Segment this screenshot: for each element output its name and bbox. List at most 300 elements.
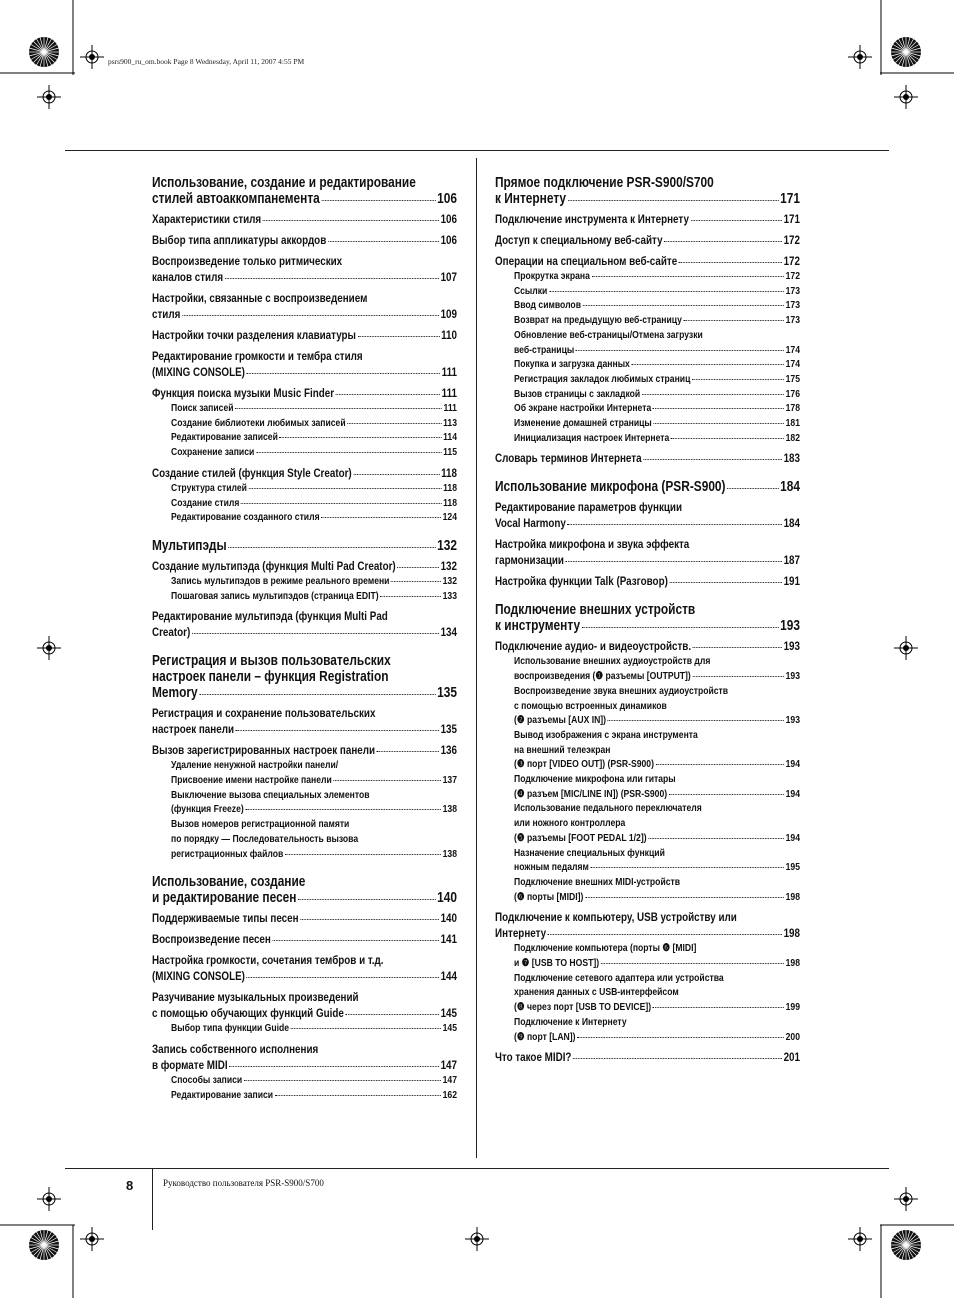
toc-entry-line (152, 653, 457, 669)
toc-entry (152, 270, 457, 284)
toc-entry-title: Подключение сетевого адаптера или устройства (514, 971, 724, 984)
toc-entry (514, 344, 800, 356)
toc-entry-title: Ввод символов (514, 299, 581, 312)
toc-entry-title: Создание стиля (171, 496, 240, 509)
toc-entry-title: Использование, создание и редактирование (152, 175, 416, 191)
toc-entry-title: Воспроизведение только ритмических (152, 254, 343, 268)
toc-page-number: 171 (780, 191, 800, 207)
toc-entry-line (495, 500, 800, 514)
dot-leader (199, 694, 435, 695)
toc-entry (514, 270, 800, 282)
toc-entry (171, 511, 457, 523)
toc-entry-title: Настройка функции Talk (Разговор) (495, 574, 668, 589)
toc-entry-title: Использование педального переключателя (514, 802, 702, 815)
dot-leader (275, 1095, 441, 1096)
toc-entry-title: ножным педалям (514, 861, 589, 874)
toc-entry (514, 714, 800, 726)
sunburst-mark (29, 1230, 59, 1260)
toc-page-number: 172 (783, 254, 800, 268)
dot-leader (228, 547, 435, 548)
dot-leader (653, 423, 784, 424)
crosshair-mark (80, 45, 104, 69)
toc-page-number: 194 (785, 758, 800, 771)
toc-page-number: 132 (437, 537, 457, 554)
toc-entry (171, 497, 457, 509)
dot-leader (692, 676, 784, 677)
dot-leader (247, 977, 439, 978)
toc-page-number: 162 (442, 1088, 457, 1101)
toc-entry-title: Memory (152, 685, 198, 702)
toc-entry-title: Использование, создание (152, 874, 306, 891)
toc-entry-line (495, 175, 800, 191)
toc-entry-title: и редактирование песен (152, 890, 297, 907)
toc-entry (171, 446, 457, 458)
toc-entry (514, 388, 800, 400)
toc-entry (514, 402, 800, 414)
toc-entry (514, 299, 800, 311)
toc-page-number: 118 (441, 465, 457, 480)
toc-entry (152, 559, 457, 573)
toc-entry (171, 774, 457, 786)
toc-entry-title: Подключение микрофона или гитары (514, 773, 676, 785)
toc-page-number: 111 (443, 402, 457, 414)
toc-entry (171, 848, 457, 860)
toc-entry (171, 417, 457, 429)
toc-entry (152, 466, 457, 480)
toc-entry (152, 932, 457, 946)
toc-entry (514, 832, 800, 844)
footer-divider (152, 1168, 153, 1230)
toc-entry-title: Вызов страницы с закладкой (514, 387, 641, 400)
toc-entry-line (152, 254, 457, 268)
dot-leader (671, 438, 784, 439)
toc-page-number: 106 (437, 191, 457, 207)
dot-leader (679, 262, 782, 263)
toc-entry-title: Редактирование параметров функции (495, 500, 683, 515)
toc-entry (152, 911, 457, 925)
dot-leader (236, 730, 439, 731)
toc-entry (171, 482, 457, 494)
dot-leader (192, 633, 439, 634)
toc-entry-line (152, 1042, 457, 1056)
dot-leader (548, 934, 782, 935)
toc-page-number: 111 (441, 365, 457, 379)
toc-page-number: 114 (443, 431, 457, 444)
toc-page-number: 113 (443, 416, 457, 429)
toc-page-number: 144 (440, 969, 457, 984)
crosshair-mark (465, 1227, 489, 1251)
toc-entry-title: веб-страницы (514, 343, 575, 356)
dot-leader (244, 1080, 441, 1081)
toc-entry-line (171, 818, 457, 830)
toc-page-number: 173 (785, 284, 800, 297)
toc-entry-title: Создание библиотеки любимых записей (171, 416, 346, 429)
toc-entry (171, 431, 457, 443)
dot-leader (377, 751, 439, 752)
toc-entry-title: Запись собственного исполнения (152, 1041, 319, 1056)
dot-leader (347, 423, 441, 424)
dot-leader (391, 581, 441, 582)
toc-entry-title: Редактирование записи (171, 1088, 274, 1101)
dot-leader (653, 1007, 784, 1008)
toc-entry-title: Редактирование мультипэда (функция Multi Pad (152, 609, 388, 624)
toc-page-number: 141 (440, 932, 457, 947)
toc-entry-line (495, 910, 800, 924)
toc-entry (152, 1006, 457, 1020)
toc-entry-title: Регистрация закладок любимых страниц (514, 372, 691, 385)
dot-leader (321, 517, 441, 518)
toc-entry-title: Создание стилей (функция Style Creator) (152, 465, 352, 480)
toc-entry (514, 861, 800, 873)
toc-page-number: 132 (440, 558, 457, 573)
toc-entry-title: Назначение специальных функций (514, 846, 665, 859)
toc-entry-title: Выбор типа аппликатуры аккордов (152, 233, 327, 247)
toc-entry-title: Вызов номеров регистрационной памяти (171, 818, 350, 831)
toc-page-number: 115 (443, 446, 457, 459)
toc-entry-title: Способы записи (171, 1073, 243, 1086)
dot-leader (235, 408, 442, 409)
toc-entry-line (171, 759, 457, 771)
sunburst-mark (891, 37, 921, 67)
toc-entry (152, 233, 457, 247)
dot-leader (245, 809, 441, 810)
toc-entry (495, 926, 800, 940)
toc-page-number: 134 (440, 625, 457, 640)
toc-page-number: 173 (785, 299, 800, 312)
toc-entry (495, 451, 800, 465)
toc-entry-title: Изменение домашней страницы (514, 417, 652, 429)
toc-entry (152, 743, 457, 757)
dot-leader (380, 596, 441, 597)
toc-entry (514, 1031, 800, 1043)
dot-leader (397, 567, 439, 568)
toc-entry-title: Мультипэды (152, 537, 227, 554)
toc-entry-title: к Интернету (495, 191, 567, 207)
toc-entry (171, 1089, 457, 1101)
dot-leader (693, 647, 782, 648)
dot-leader (300, 919, 439, 920)
toc-entry-title: Об экране настройки Интернета (514, 402, 652, 415)
toc-entry (514, 314, 800, 326)
toc-entry (495, 233, 800, 247)
toc-entry-line (514, 986, 800, 998)
dot-leader (664, 241, 782, 242)
toc-entry (514, 957, 800, 969)
toc-entry-title: (функция Freeze) (171, 803, 244, 816)
toc-entry-title: Создание мультипэда (функция Multi Pad Creator) (152, 558, 396, 573)
dot-leader (643, 459, 782, 460)
toc-page-number: 198 (783, 926, 800, 941)
dot-leader (272, 940, 438, 941)
toc-entry (514, 432, 800, 444)
dot-leader (577, 1037, 784, 1038)
toc-entry-title: регистрационных файлов (171, 847, 284, 860)
toc-page-number: 135 (440, 722, 457, 737)
dot-leader (291, 1028, 441, 1029)
dot-leader (249, 488, 442, 489)
toc-page-number: 110 (441, 328, 457, 342)
toc-entry-line (514, 876, 800, 888)
toc-page-number: 132 (442, 574, 457, 587)
top-rule (65, 150, 889, 151)
toc-entry (171, 803, 457, 815)
toc-page-number: 118 (443, 496, 457, 509)
toc-entry-line (514, 729, 800, 741)
toc-entry-title: Удаление ненужной настройки панели/ (171, 759, 339, 772)
toc-entry-title: Вывод изображения с экрана инструмента (514, 728, 698, 741)
footer-rule (65, 1168, 889, 1169)
toc-entry-title: Редактирование громкости и тембра стиля (152, 349, 363, 363)
toc-entry-title: каналов стиля (152, 270, 224, 284)
toc-page-number: 106 (440, 212, 457, 226)
toc-page-number: 183 (783, 451, 800, 466)
toc-entry (495, 254, 800, 268)
toc-entry-title: настроек панели (152, 722, 234, 737)
toc-entry (495, 639, 800, 653)
toc-entry-title: Инициализация настроек Интернета (514, 431, 670, 444)
dot-leader (321, 200, 435, 201)
toc-entry-title: Поддерживаемые типы песен (152, 911, 299, 926)
toc-entry-line (514, 685, 800, 697)
toc-entry (495, 516, 800, 530)
crosshair-mark (80, 1227, 104, 1251)
dot-leader (280, 437, 442, 438)
toc-entry-title: Регистрация и сохранение пользовательских (152, 706, 376, 721)
toc-entry-title: Характеристики стиля (152, 212, 262, 226)
toc-entry (152, 969, 457, 983)
toc-page-number: 118 (443, 481, 457, 494)
toc-entry-title: Выключение вызова специальных элементов (171, 788, 370, 801)
toc-entry-title: (❷ разъемы [AUX IN]) (514, 714, 607, 727)
toc-entry-title: (❸ порт [VIDEO OUT]) (PSR-S900) (514, 758, 654, 771)
toc-entry (152, 625, 457, 639)
dot-leader (229, 1066, 439, 1067)
toc-page-number: 137 (442, 774, 457, 786)
toc-entry (152, 685, 457, 701)
dot-leader (727, 488, 778, 489)
toc-entry (495, 212, 800, 226)
toc-entry-title: Настройки, связанные с воспроизведением (152, 291, 368, 305)
dot-leader (285, 854, 441, 855)
toc-entry-title: Подключение компьютера (порты ❻ [MIDI] (514, 942, 697, 955)
toc-entry-title: Что такое MIDI? (495, 1050, 572, 1065)
toc-entry-title: Вызов зарегистрированных настроек панели (152, 743, 376, 758)
toc-entry (152, 191, 457, 207)
toc-entry-title: Прокрутка экрана (514, 270, 590, 282)
toc-entry (514, 788, 800, 800)
dot-leader (670, 582, 782, 583)
toc-entry-title: Разучивание музыкальных произведений (152, 990, 359, 1005)
toc-entry-title: (MIXING CONSOLE) (152, 365, 245, 379)
toc-page-number: 193 (785, 670, 800, 683)
toc-entry (152, 1058, 457, 1072)
toc-entry-line (514, 847, 800, 859)
toc-page-number: 106 (440, 233, 457, 247)
toc-page-number: 184 (783, 516, 800, 531)
toc-entry (514, 1001, 800, 1013)
toc-page-number: 194 (785, 831, 800, 844)
toc-page-number: 135 (437, 685, 457, 702)
toc-page-number: 187 (783, 553, 800, 568)
toc-page-number: 136 (440, 743, 457, 758)
toc-entry (152, 212, 457, 226)
dot-leader (358, 336, 440, 337)
toc-entry-title: Настройка громкости, сочетания тембров и т.д. (152, 953, 384, 968)
toc-entry-line (514, 817, 800, 829)
toc-entry-title: Ссылки (514, 284, 548, 297)
toc-entry-title: стиля (152, 307, 181, 321)
toc-entry-title: Использование микрофона (PSR-S900) (495, 479, 726, 496)
dot-leader (225, 278, 439, 279)
dot-leader (568, 524, 782, 525)
toc-entry-title: к инструменту (495, 618, 581, 635)
dot-leader (566, 561, 782, 562)
toc-page-number: 145 (442, 1022, 457, 1035)
toc-entry-title: по порядку — Последовательность вызова (171, 832, 359, 845)
crosshair-mark (894, 1187, 918, 1211)
toc-entry (171, 590, 457, 602)
toc-page-number: 133 (442, 589, 457, 602)
toc-page-number: 194 (785, 787, 800, 800)
dot-leader (583, 305, 784, 306)
dot-leader (345, 1014, 438, 1015)
toc-entry (171, 575, 457, 587)
toc-entry-title: Использование внешних аудиоустройств для (514, 655, 711, 668)
toc-entry-title: Возврат на предыдущую веб-страницу (514, 314, 682, 327)
toc-page-number: 109 (440, 307, 457, 321)
toc-page-number: 195 (785, 861, 800, 874)
toc-entry (514, 358, 800, 370)
toc-entry-line (152, 706, 457, 720)
toc-entry (171, 1022, 457, 1034)
toc-entry-title: с помощью обучающих функций Guide (152, 1006, 344, 1021)
toc-entry-line (514, 700, 800, 712)
dot-leader (669, 794, 784, 795)
toc-entry-line (152, 349, 457, 363)
toc-page-number: 193 (783, 639, 800, 654)
toc-page-number: 145 (440, 1006, 457, 1021)
toc-page-number: 140 (437, 890, 457, 907)
dot-leader (576, 350, 784, 351)
toc-entry-title: хранения данных с USB-интерфейсом (514, 986, 679, 999)
toc-entry-title: Подключение к Интернету (514, 1015, 627, 1028)
crosshair-mark (848, 45, 872, 69)
toc-entry (514, 891, 800, 903)
dot-leader (631, 364, 783, 365)
crosshair-mark (894, 85, 918, 109)
toc-entry-line (495, 537, 800, 551)
toc-page-number: 182 (785, 431, 800, 444)
toc-page-number: 138 (442, 847, 457, 860)
toc-entry-title: Редактирование созданного стиля (171, 511, 320, 524)
toc-entry-line (514, 942, 800, 954)
toc-entry (152, 328, 457, 342)
toc-entry-title: на внешний телеэкран (514, 743, 611, 756)
toc-entry-line (152, 175, 457, 191)
crosshair-mark (37, 1187, 61, 1211)
toc-entry-title: Подключение внешних MIDI-устройств (514, 875, 681, 888)
toc-entry-title: Выбор типа функции Guide (171, 1022, 290, 1035)
toc-entry-line (152, 874, 457, 890)
dot-leader (585, 897, 784, 898)
toc-entry (495, 479, 800, 495)
crosshair-mark (37, 85, 61, 109)
toc-entry-title: Интернету (495, 926, 547, 941)
toc-entry-title: Воспроизведение песен (152, 932, 271, 947)
toc-entry (514, 758, 800, 770)
sunburst-mark (29, 37, 59, 67)
toc-entry-title: Регистрация и вызов пользовательских (152, 653, 391, 670)
crosshair-mark (894, 636, 918, 660)
dot-leader (692, 379, 784, 380)
toc-entry-title: Подключение инструмента к Интернету (495, 212, 689, 226)
toc-page-number: 147 (442, 1073, 457, 1086)
toc-entry-line (171, 833, 457, 845)
toc-entry (514, 670, 800, 682)
toc-entry-line (514, 655, 800, 667)
dot-leader (336, 394, 440, 395)
dot-leader (568, 200, 779, 201)
crosshair-mark (37, 636, 61, 660)
toc-page-number: 107 (440, 270, 457, 284)
dot-leader (608, 720, 784, 721)
toc-entry (152, 538, 457, 554)
toc-page-number: 200 (785, 1030, 800, 1043)
toc-entry-title: (MIXING CONSOLE) (152, 969, 245, 984)
toc-page-number: 171 (783, 212, 800, 226)
toc-page-number: 198 (785, 890, 800, 903)
toc-entry-title: Creator) (152, 625, 191, 640)
toc-page-number: 138 (442, 803, 457, 816)
toc-entry-title: Операции на специальном веб-сайте (495, 254, 678, 268)
dot-leader (549, 291, 784, 292)
toc-entry-line (495, 602, 800, 618)
toc-entry-title: Функция поиска музыки Music Finder (152, 386, 335, 400)
dot-leader (591, 867, 784, 868)
toc-entry-line (514, 329, 800, 341)
toc-entry (171, 402, 457, 414)
toc-entry-title: Структура стилей (171, 481, 247, 494)
toc-entry-line (152, 990, 457, 1004)
toc-page-number: 174 (785, 343, 800, 356)
toc-entry-title: стилей автоаккомпанемента (152, 191, 320, 207)
dot-leader (298, 899, 435, 900)
toc-entry (514, 417, 800, 429)
toc-entry-title: (❻ порты [MIDI]) (514, 890, 584, 903)
dot-leader (256, 452, 442, 453)
toc-entry-line (152, 291, 457, 305)
dot-leader (182, 315, 439, 316)
toc-entry-title: Доступ к специальному веб-сайту (495, 233, 663, 247)
toc-entry (495, 191, 800, 207)
toc-entry-title: (❽ через порт [USB TO DEVICE]) (514, 1001, 652, 1014)
page-number: 8 (126, 1178, 134, 1193)
toc-page-number: 193 (785, 714, 800, 727)
toc-entry (152, 365, 457, 379)
column-divider (476, 158, 477, 1158)
dot-leader (684, 320, 784, 321)
toc-entry-title: в формате MIDI (152, 1057, 228, 1072)
toc-entry-title: настроек панели – функция Registration (152, 669, 389, 686)
toc-page-number: 147 (440, 1057, 457, 1072)
toc-entry-title: гармонизации (495, 553, 564, 568)
toc-entry-line (171, 789, 457, 801)
toc-entry-title: Подключение внешних устройств (495, 602, 696, 619)
toc-page-number: 174 (785, 358, 800, 371)
dot-leader (573, 1058, 782, 1059)
toc-entry-title: (❹ разъем [MIC/LINE IN]) (PSR-S900) (514, 787, 668, 800)
toc-entry-line (514, 972, 800, 984)
